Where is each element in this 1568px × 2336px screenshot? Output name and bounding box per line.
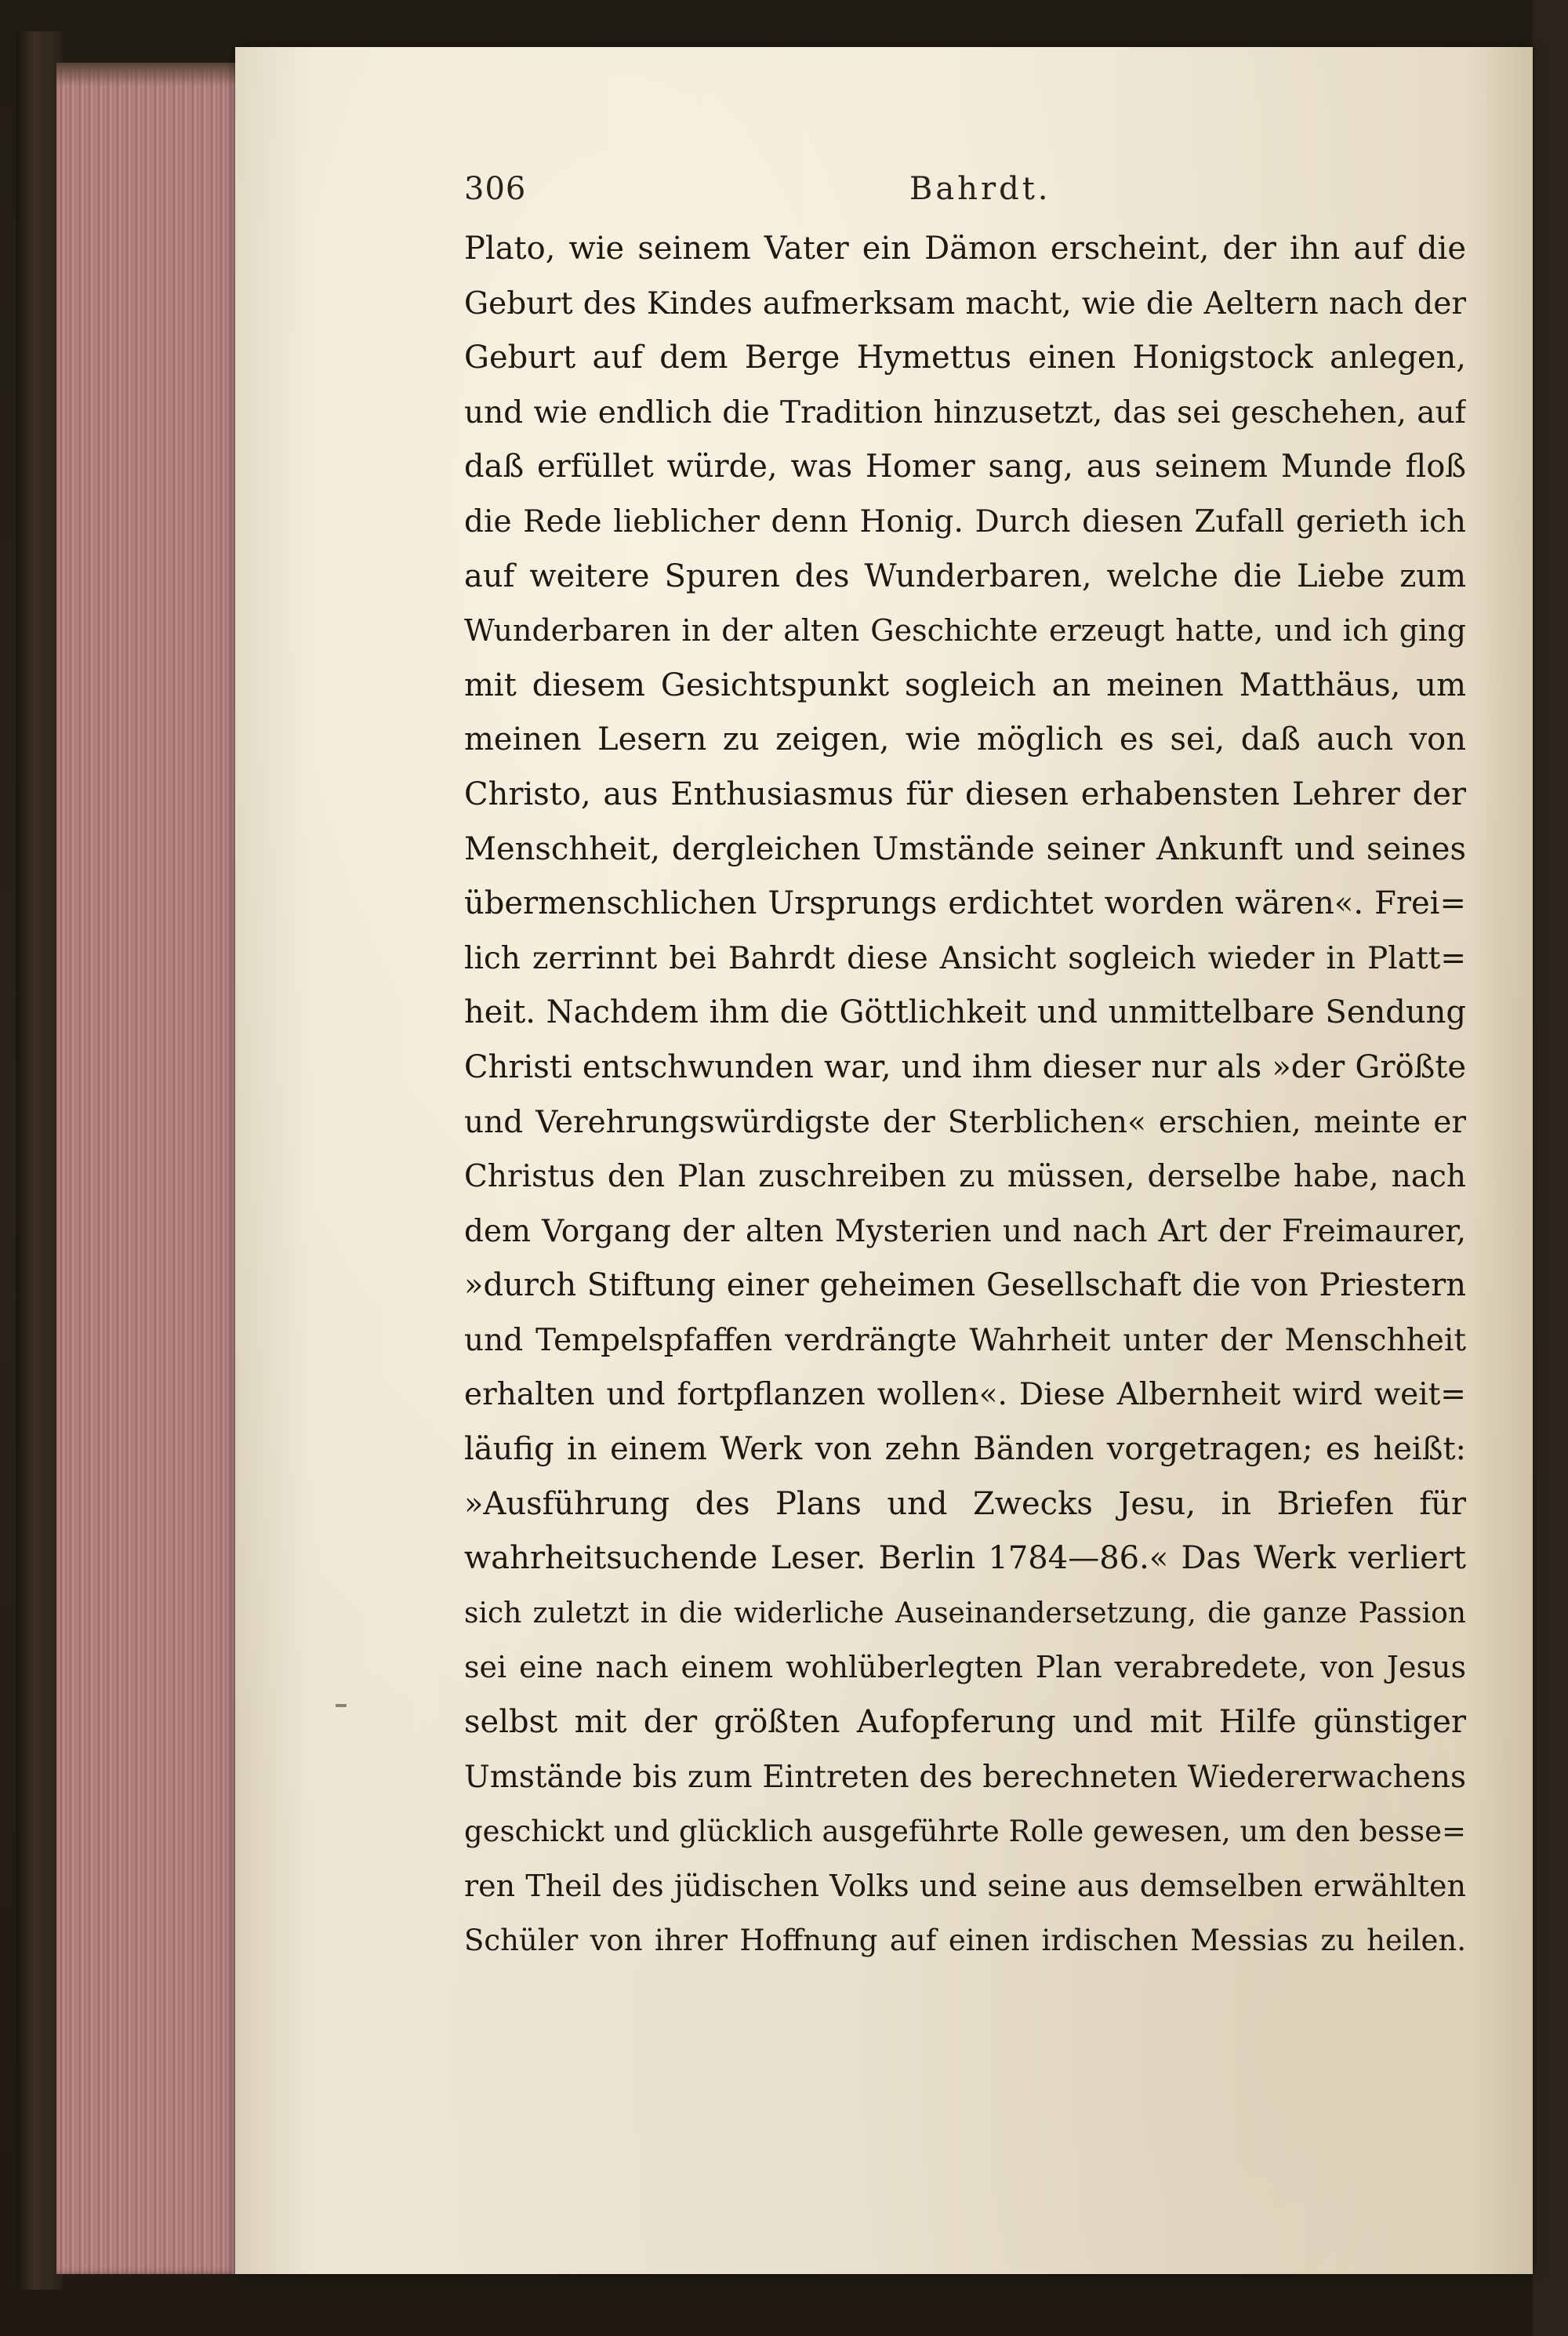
running-head [464,171,1466,218]
text-line: die Rede lieblicher denn Honig. Durch diesen Zufall gerieth ich [464,503,1466,539]
text-line: geschickt und glücklich ausgeführte Rolle gewesen, um den besse= [464,1815,1466,1849]
text-line: heit. Nachdem ihm die Göttlichkeit und unmittelbare Sendung [464,994,1466,1031]
text-line: meinen Lesern zu zeigen, wie möglich es sei, daß auch von [464,721,1466,758]
text-line: Christo, aus Enthusiasmus für diesen erhabensten Lehrer der [464,776,1466,812]
text-line: lich zerrinnt bei Bahrdt diese Ansicht sogleich wieder in Platt= [464,940,1466,976]
text-line: dem Vorgang der alten Mysterien und nach Art der Freimaurer, [464,1213,1466,1249]
book-cover-edge [16,31,63,2290]
text-line: und Tempelspfaffen verdrängte Wahrheit unter der Menschheit [464,1322,1466,1358]
text-line: »durch Stiftung einer geheimen Gesellschaft die von Priestern [464,1267,1466,1304]
body-text [464,222,1466,1968]
text-line: mit diesem Gesichtspunkt sogleich an meinen Matthäus, um [464,667,1466,703]
page-number: 306 [464,171,527,207]
text-line: »Ausführung des Plans und Zwecks Jesu, in Briefen für [464,1485,1466,1522]
text-line: Menschheit, dergleichen Umstände seiner Ankunft und seines [464,830,1466,867]
text-line: läufig in einem Werk von zehn Bänden vorgetragen; es heißt: [464,1431,1466,1468]
text-line: Geburt auf dem Berge Hymettus einen Honigstock anlegen, [464,340,1466,376]
text-line: Plato, wie seinem Vater ein Dämon erscheint, der ihn auf die [464,231,1466,267]
text-line: Schüler von ihrer Hoffnung auf einen irdischen Messias zu heilen. [464,1924,1466,1958]
text-line: sei eine nach einem wohlüberlegten Plan verabredete, von Jesus [464,1650,1466,1685]
text-line: und Verehrungswürdigste der Sterblichen« erschien, meinte er [464,1104,1466,1140]
text-line: wahrheitsuchende Leser. Berlin 1784—86.« Das Werk verliert [464,1540,1466,1577]
text-line: sich zuletzt in die widerliche Auseinandersetzung, die ganze Passion [464,1597,1466,1629]
text-line: erhalten und fortpflanzen wollen«. Diese Albernheit wird weit= [464,1377,1466,1413]
text-line: übermenschlichen Ursprungs erdichtet worden wären«. Frei= [464,885,1466,922]
right-margin-background [1533,0,1568,2336]
running-head-title: Bahrdt. [909,171,1051,207]
text-line: Christi entschwunden war, und ihm dieser nur als »der Größte [464,1048,1466,1085]
text-line: daß erfüllet würde, was Homer sang, aus seinem Munde floß [464,449,1466,485]
text-line: Geburt des Kindes aufmerksam macht, wie die Aeltern nach der [464,285,1466,322]
text-line: und wie endlich die Tradition hinzusetzt, das sei geschehen, auf [464,394,1466,431]
text-line: Christus den Plan zuschreiben zu müssen, derselbe habe, nach [464,1159,1466,1195]
text-line: auf weitere Spuren des Wunderbaren, welche die Liebe zum [464,558,1466,594]
margin-mark [336,1704,347,1707]
text-line: selbst mit der größten Aufopferung und mit Hilfe günstiger [464,1704,1466,1741]
text-line: Umstände bis zum Eintreten des berechneten Wiedererwachens [464,1759,1466,1795]
text-line: Wunderbaren in der alten Geschichte erzeugt hatte, und ich ging [464,613,1466,648]
page-edges [56,63,245,2274]
page-edges-shadow [56,63,245,86]
text-line: ren Theil des jüdischen Volks und seine aus demselben erwählten [464,1868,1466,1903]
